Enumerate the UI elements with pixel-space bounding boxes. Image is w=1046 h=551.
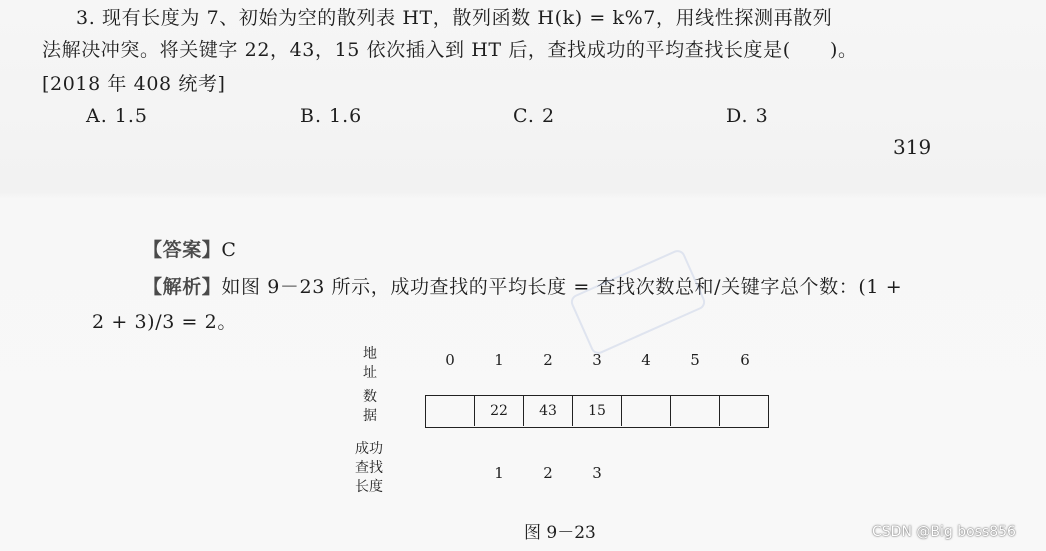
question-line-2: 法解决冲突。将关键字 22，43，15 依次插入到 HT 后，查找成功的平均查找长度是( )。 [42, 39, 858, 61]
option-d: D. 3 [726, 105, 769, 127]
address-index: 4 [641, 351, 651, 369]
question-source: [2018 年 408 统考] [42, 73, 226, 95]
row-label-address-2: 址 [363, 365, 377, 381]
explanation-line-2: 2 + 3)/3 = 2。 [92, 311, 237, 333]
row-label-data-2: 据 [363, 408, 377, 424]
address-index: 0 [445, 351, 455, 369]
address-index: 5 [690, 351, 700, 369]
question-line-1: 3. 现有长度为 7、初始为空的散列表 HT，散列函数 H(k) = k%7，用线性探测再散列 [76, 7, 833, 29]
table-cell [622, 396, 671, 426]
row-label-data-1: 数 [363, 389, 377, 405]
row-label-success-2: 查找 [355, 460, 383, 476]
success-length-value: 2 [543, 464, 553, 482]
address-index: 3 [592, 351, 602, 369]
hash-table [425, 395, 769, 428]
explanation-text-1: 如图 9－23 所示，成功查找的平均长度 = 查找次数总和/关键字总个数：(1 + [221, 276, 903, 298]
table-cell [426, 396, 475, 426]
figure-caption: 图 9－23 [524, 523, 596, 543]
row-label-success-1: 成功 [355, 441, 383, 457]
watermark-stamp-icon [568, 248, 707, 357]
option-c: C. 2 [513, 105, 556, 127]
row-label-success [349, 440, 389, 497]
row-label-address [355, 345, 385, 383]
table-cell: 43 [524, 396, 573, 426]
answer-value: C [221, 239, 237, 261]
table-cell [671, 396, 720, 426]
row-label-data [355, 388, 385, 426]
answer-label: 【答案】 [143, 239, 222, 261]
credit-watermark: CSDN @Big boss856 [872, 524, 1016, 540]
option-a: A. 1.5 [86, 105, 149, 127]
explanation-line-1 [143, 273, 902, 301]
option-b: B. 1.6 [300, 105, 363, 127]
address-index: 6 [740, 351, 750, 369]
success-length-value: 3 [592, 464, 602, 482]
address-index: 1 [494, 351, 504, 369]
answer-line [143, 236, 237, 264]
page-number: 319 [893, 135, 932, 159]
row-label-success-3: 长度 [355, 479, 383, 495]
table-cell: 22 [475, 396, 524, 426]
table-cell: 15 [573, 396, 622, 426]
row-label-address-1: 地 [363, 346, 377, 362]
address-index: 2 [543, 351, 553, 369]
table-cell [720, 396, 768, 426]
success-length-value: 1 [494, 464, 504, 482]
explanation-label: 【解析】 [143, 276, 222, 298]
